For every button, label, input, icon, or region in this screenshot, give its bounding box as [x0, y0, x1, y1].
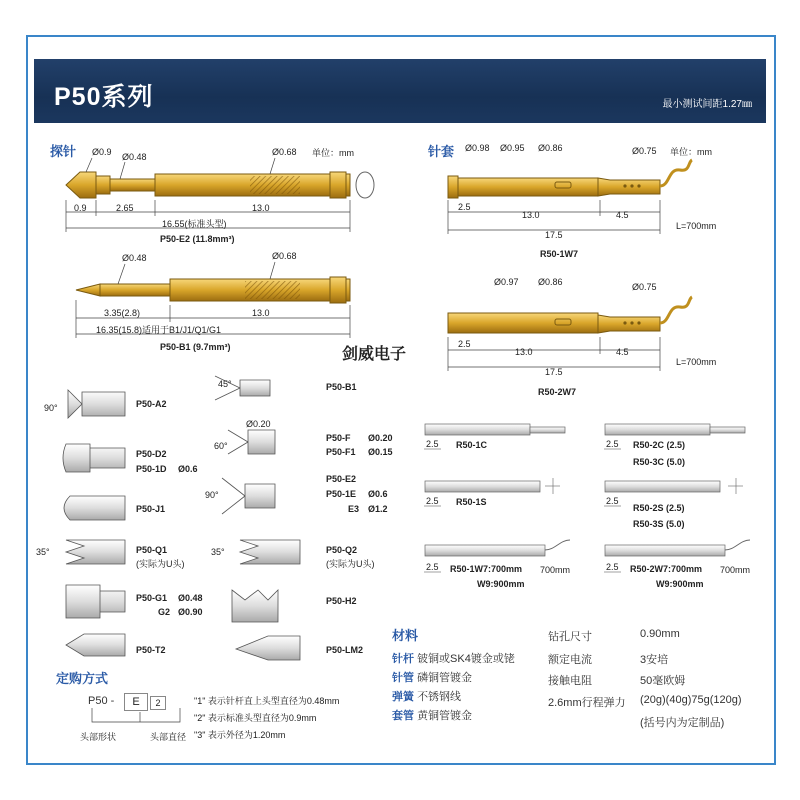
- spec-key: 接触电阻: [548, 675, 592, 687]
- probe-unit: 单位：mm: [312, 148, 354, 158]
- b1-d2: Ø0.68: [272, 251, 297, 261]
- materials-title: 材料: [392, 628, 419, 643]
- head-f1-spec: Ø0.15: [368, 447, 393, 457]
- order-box-shape: E: [124, 693, 148, 711]
- ss6-len: 700mm: [720, 565, 751, 575]
- b1-name: P50-B1 (9.7mm³): [160, 342, 231, 352]
- spec-value: 50毫欧姆: [640, 675, 686, 687]
- b1-l3: 16.35(15.8)适用于B1/J1/Q1/G1: [96, 325, 222, 335]
- material-row: 套管 黄铜管镀金: [392, 710, 473, 722]
- spec-value: (20g)(40g)75g(120g): [640, 694, 742, 706]
- w1-l2: 13.0: [522, 210, 540, 220]
- w1-d4: Ø0.75: [632, 146, 657, 156]
- ss5-dim: 2.5: [426, 562, 439, 572]
- head-b1: P50-B1: [326, 382, 357, 392]
- order-note: "3" 表示外径为1.20mm: [194, 730, 286, 740]
- ss4-name: R50-2S (2.5): [633, 503, 685, 513]
- head-e3-spec: Ø1.2: [368, 504, 388, 514]
- head-j1: P50-J1: [136, 504, 166, 514]
- head-e3: E3: [348, 504, 360, 514]
- ss3-name: R50-1S: [456, 497, 487, 507]
- spec-value: 0.90mm: [640, 628, 680, 640]
- order-title: 定购方式: [56, 671, 109, 686]
- sleeve-1w7-drawing: [448, 160, 692, 234]
- spec-value: 3安培: [640, 654, 669, 666]
- w1-d3: Ø0.86: [538, 143, 563, 153]
- head-h2: P50-H2: [326, 596, 357, 606]
- head-e2: P50-E2: [326, 474, 357, 484]
- head-g2: G2: [158, 607, 171, 617]
- spec-key: 2.6mm行程弹力: [548, 697, 626, 709]
- e2-name: P50-E2 (11.8mm³): [160, 234, 235, 244]
- ss5-name: R50-1W7:700mm: [450, 564, 523, 574]
- f-angle: 60°: [214, 441, 228, 451]
- e2-d2: Ø0.48: [122, 152, 147, 162]
- ss5-name2: W9:900mm: [477, 579, 525, 589]
- e2-l4: 16.55(标准头型): [162, 219, 227, 229]
- ss3-dim: 2.5: [426, 496, 439, 506]
- e2-l2: 2.65: [116, 203, 134, 213]
- f-dia: Ø0.20: [246, 419, 271, 429]
- b1-angle: 45°: [218, 379, 232, 389]
- w2-name: R50-2W7: [538, 387, 577, 397]
- sleeve-unit: 单位：mm: [670, 147, 712, 157]
- head-1e-spec: Ø0.6: [368, 489, 388, 499]
- sleeve-section-title: 针套: [428, 144, 455, 159]
- q1-angle: 35°: [36, 547, 50, 557]
- head-d2: P50-D2: [136, 449, 167, 459]
- b1-d1: Ø0.48: [122, 253, 147, 263]
- order-note: "1" 表示针杆直上头型直径为0.48mm: [194, 696, 340, 706]
- w1-l4: 17.5: [545, 230, 563, 240]
- ss6-name: R50-2W7:700mm: [630, 564, 703, 574]
- probe-section-title: 探针: [50, 144, 77, 159]
- ss2-name: R50-2C (2.5): [633, 440, 686, 450]
- head-a2: P50-A2: [136, 399, 167, 409]
- order-label-diameter: 头部直径: [150, 732, 187, 742]
- head-q1-sub: (实际为U头): [136, 559, 185, 569]
- head-shapes-left: [63, 390, 125, 656]
- head-f1: P50-F1: [326, 447, 356, 457]
- head-1d-spec: Ø0.6: [178, 464, 198, 474]
- order-label-shape: 头部形状: [80, 732, 117, 742]
- head-1e: P50-1E: [326, 489, 357, 499]
- w1-l3: 4.5: [616, 210, 629, 220]
- w1-len: L=700mm: [676, 221, 717, 231]
- sleeve-2w7-drawing: [448, 297, 692, 371]
- w1-name: R50-1W7: [540, 249, 579, 259]
- spec-note: (括号内为定制品): [640, 717, 725, 729]
- b1-l2: 13.0: [252, 308, 270, 318]
- w2-l4: 17.5: [545, 367, 563, 377]
- ss6-name2: W9:900mm: [656, 579, 704, 589]
- head-1d: P50-1D: [136, 464, 167, 474]
- head-f-spec: Ø0.20: [368, 433, 393, 443]
- e2-l3: 13.0: [252, 203, 270, 213]
- w2-l2: 13.0: [515, 347, 533, 357]
- head-q1: P50-Q1: [136, 545, 168, 555]
- e2-l1: 0.9: [74, 203, 87, 213]
- q2-angle: 35°: [211, 547, 225, 557]
- w2-l1: 2.5: [458, 339, 471, 349]
- e2-d3: Ø0.68: [272, 147, 297, 157]
- order-note: "2" 表示标准头型直径为0.9mm: [194, 713, 317, 723]
- ss2-dim: 2.5: [606, 439, 619, 449]
- head-t2: P50-T2: [136, 645, 166, 655]
- head-g2-spec: Ø0.90: [178, 607, 203, 617]
- head-q2-sub: (实际为U头): [326, 559, 375, 569]
- ss1-name: R50-1C: [456, 440, 488, 450]
- material-row: 弹簧 不锈钢线: [392, 691, 462, 703]
- a2-angle: 90°: [44, 403, 58, 413]
- e2-d1: Ø0.9: [92, 147, 112, 157]
- ss2-name2: R50-3C (5.0): [633, 457, 686, 467]
- w2-d1: Ø0.97: [494, 277, 519, 287]
- w2-d2: Ø0.86: [538, 277, 563, 287]
- ss4-name2: R50-3S (5.0): [633, 519, 685, 529]
- material-row: 针杆 铍铜或SK4镀金或铑: [392, 653, 515, 665]
- w2-d3: Ø0.75: [632, 282, 657, 292]
- w2-len: L=700mm: [676, 357, 717, 367]
- head-f: P50-F: [326, 433, 351, 443]
- material-row: 针管 磷铜管镀金: [392, 672, 473, 684]
- head-g1-spec: Ø0.48: [178, 593, 203, 603]
- w1-d1: Ø0.98: [465, 143, 490, 153]
- page-title: P50系列: [54, 83, 154, 111]
- e-angle: 90°: [205, 490, 219, 500]
- order-box-diameter: 2: [150, 696, 166, 710]
- head-lm2: P50-LM2: [326, 645, 364, 655]
- order-prefix: P50 -: [88, 695, 115, 707]
- w1-l1: 2.5: [458, 202, 471, 212]
- b1-l1: 3.35(2.8): [104, 308, 141, 318]
- ss1-dim: 2.5: [426, 439, 439, 449]
- page-subtitle: 最小测试间距1.27㎜: [662, 99, 752, 110]
- w1-d2: Ø0.95: [500, 143, 525, 153]
- head-q2: P50-Q2: [326, 545, 358, 555]
- spec-key: 额定电流: [548, 654, 592, 666]
- w2-l3: 4.5: [616, 347, 629, 357]
- head-g1: P50-G1: [136, 593, 168, 603]
- ss4-dim: 2.5: [606, 496, 619, 506]
- ss6-dim: 2.5: [606, 562, 619, 572]
- ss5-len: 700mm: [540, 565, 571, 575]
- spec-key: 钻孔尺寸: [548, 631, 592, 643]
- brand-watermark: 剑威电子: [342, 341, 406, 364]
